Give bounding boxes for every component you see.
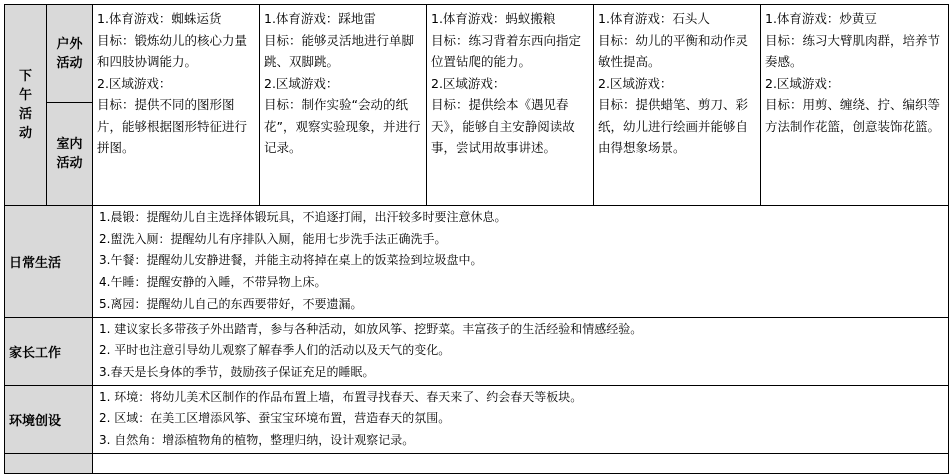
- parent-work-label: 家长工作: [5, 317, 93, 385]
- weekly-plan-table: [4, 4, 949, 474]
- area-game-title: 2.区域游戏：: [97, 75, 172, 91]
- afternoon-label: 下午活动: [5, 5, 47, 206]
- list-item: 4.午睡：提醒安静的入睡，不带异物上床。: [99, 275, 327, 290]
- daily-life-row: [5, 206, 949, 318]
- blank-content-cell: [93, 453, 949, 473]
- sport-game-title: 1.体育游戏：蚂蚁搬粮: [431, 11, 556, 26]
- sport-game-goal: 目标：锻炼幼儿的核心力量和四肢协调能力。: [97, 32, 248, 69]
- indoor-activity-label: 室内活动: [47, 103, 93, 206]
- afternoon-day-3: [427, 5, 594, 206]
- list-item: 5.离园：提醒幼儿自己的东西要带好，不要遗漏。: [99, 296, 363, 311]
- area-game-title: 2.区域游戏：: [264, 75, 339, 91]
- area-game-goal: 目标：提供蜡笔、剪刀、彩纸，幼儿进行绘画并能够自由得想象场景。: [598, 97, 749, 155]
- area-game-goal: 目标：用剪、缠绕、拧、编织等方法制作花篮，创意装饰花篮。: [765, 97, 941, 134]
- sport-game-goal: 目标：幼儿的平衡和动作灵敏性提高。: [598, 32, 749, 69]
- area-game-goal: 目标：提供绘本《遇见春天》，能够自主安静阅读故事，尝试用故事讲述。: [431, 97, 575, 155]
- sport-game-goal: 目标：练习背着东西向指定位置钻爬的能力。: [431, 32, 582, 69]
- list-item: 2. 平时也注意引导幼儿观察了解春季人们的活动以及天气的变化。: [99, 343, 451, 358]
- list-item: 1. 建议家长多带孩子外出踏青，参与各种活动，如放风筝、挖野菜。丰富孩子的生活经验和情感经验。: [99, 321, 643, 336]
- afternoon-outdoor-row: [5, 5, 949, 103]
- afternoon-day-1: [93, 5, 260, 206]
- parent-work-row: [5, 317, 949, 385]
- list-item: 1.晨锻：提醒幼儿自主选择体锻玩具，不追逐打闹，出汗较多时要注意休息。: [99, 210, 507, 224]
- sport-game-title: 1.体育游戏：炒黄豆: [765, 11, 877, 26]
- afternoon-day-5: [761, 5, 949, 206]
- sport-game-title: 1.体育游戏：石头人: [598, 11, 710, 26]
- daily-life-content: [93, 206, 949, 318]
- area-game-title: 2.区域游戏：: [431, 75, 506, 91]
- sport-game-title: 1.体育游戏：蜘蛛运货: [97, 11, 222, 26]
- environment-label: 环境创设: [5, 385, 93, 453]
- environment-content: [93, 385, 949, 453]
- parent-work-content: [93, 317, 949, 385]
- outdoor-activity-label: 户外活动: [47, 5, 93, 103]
- sport-game-goal: 目标：练习大臂肌肉群，培养节奏感。: [765, 32, 941, 69]
- list-item: 2. 区域：在美工区增添风筝、蚕宝宝环境布置，营造春天的氛围。: [99, 411, 451, 426]
- afternoon-day-2: [260, 5, 427, 206]
- area-game-goal: 目标：制作实验“会动的纸花”，观察实验现象，并进行记录。: [264, 97, 421, 155]
- area-game-goal: 目标：提供不同的图形图片，能够根据图形特征进行拼图。: [97, 97, 248, 155]
- list-item: 2.盥洗入厕：提醒幼儿有序排队入厕，能用七步洗手法正确洗手。: [99, 231, 447, 246]
- environment-row: [5, 385, 949, 453]
- blank-row: [5, 453, 949, 473]
- afternoon-day-4: [594, 5, 761, 206]
- sport-game-goal: 目标：能够灵活地进行单脚跳、双脚跳。: [264, 32, 415, 69]
- daily-life-label: 日常生活: [5, 206, 93, 318]
- list-item: 3.午餐：提醒幼儿安静进餐，并能主动将掉在桌上的饭菜捡到垃圾盘中。: [99, 253, 483, 268]
- list-item: 1. 环境：将幼儿美术区制作的作品布置上墙，布置寻找春天、春天来了、约会春天等板块。: [99, 389, 583, 404]
- sport-game-title: 1.体育游戏：踩地雷: [264, 11, 376, 26]
- area-game-title: 2.区域游戏：: [765, 75, 840, 91]
- list-item: 3. 自然角：增添植物角的植物，整理归纳，设计观察记录。: [99, 433, 415, 448]
- area-game-title: 2.区域游戏：: [598, 75, 673, 91]
- blank-label-cell: [5, 453, 93, 473]
- list-item: 3.春天是长身体的季节，鼓励孩子保证充足的睡眠。: [99, 364, 375, 379]
